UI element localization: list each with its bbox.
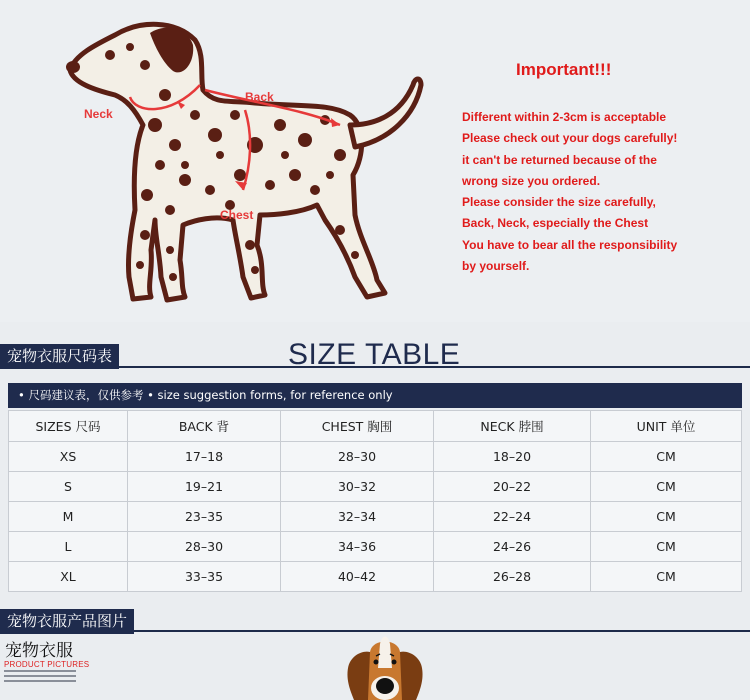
size-section-tab: 宠物衣服尺码表 <box>0 344 119 369</box>
cell-size: XS <box>9 442 128 472</box>
product-title-en: PRODUCT PICTURES <box>4 660 90 669</box>
table-row <box>9 472 742 502</box>
notice-line: Back, Neck, especially the Chest <box>462 216 649 231</box>
cell-neck: 18–20 <box>434 442 591 472</box>
cell-chest: 32–34 <box>281 502 434 532</box>
cell-unit: CM <box>591 562 742 592</box>
cell-back: 23–35 <box>128 502 281 532</box>
notice-line: Please check out your dogs carefully! <box>462 131 678 146</box>
table-banner: • 尺码建议表，仅供参考 • size suggestion forms, for reference only <box>8 383 742 408</box>
dalmatian-icon <box>66 24 421 300</box>
notice-line: it can't be returned because of the <box>462 152 657 167</box>
neck-label: Neck <box>84 107 113 121</box>
cell-chest: 28–30 <box>281 442 434 472</box>
notice-line: by yourself. <box>462 259 530 274</box>
header-neck: NECK 脖围 <box>434 411 591 442</box>
dog-measurement-diagram <box>55 15 455 315</box>
cell-size: L <box>9 532 128 562</box>
cell-chest: 30–32 <box>281 472 434 502</box>
header-back: BACK 背 <box>128 411 281 442</box>
table-header-row <box>9 411 742 442</box>
notice-line: wrong size you ordered. <box>462 173 601 188</box>
cell-back: 17–18 <box>128 442 281 472</box>
cell-size: S <box>9 472 128 502</box>
notice-title: Important!!! <box>516 60 612 79</box>
header-chest: CHEST 胸围 <box>281 411 434 442</box>
cell-chest: 34–36 <box>281 532 434 562</box>
cartoon-dog-icon <box>340 628 430 700</box>
cell-neck: 24–26 <box>434 532 591 562</box>
cell-neck: 20–22 <box>434 472 591 502</box>
header-unit: UNIT 单位 <box>591 411 742 442</box>
cell-back: 28–30 <box>128 532 281 562</box>
product-section-tab: 宠物衣服产品图片 <box>0 609 134 634</box>
table-row <box>9 562 742 592</box>
cell-unit: CM <box>591 532 742 562</box>
size-table <box>8 410 742 592</box>
cell-neck: 22–24 <box>434 502 591 532</box>
back-label: Back <box>245 90 274 104</box>
header-sizes: SIZES 尺码 <box>9 411 128 442</box>
cell-unit: CM <box>591 502 742 532</box>
cell-neck: 26–28 <box>434 562 591 592</box>
notice-line: Different within 2-3cm is acceptable <box>462 110 667 124</box>
cell-back: 19–21 <box>128 472 281 502</box>
cell-unit: CM <box>591 442 742 472</box>
cell-back: 33–35 <box>128 562 281 592</box>
fineprint-decoration <box>4 670 76 690</box>
size-table-title: SIZE TABLE <box>288 338 461 371</box>
important-notice <box>462 60 750 277</box>
cell-unit: CM <box>591 472 742 502</box>
table-row <box>9 502 742 532</box>
cell-chest: 40–42 <box>281 562 434 592</box>
chest-label: Chest <box>220 208 254 222</box>
table-row <box>9 532 742 562</box>
size-table-container <box>8 383 742 592</box>
product-title-cn: 宠物衣服 <box>5 641 73 661</box>
cell-size: M <box>9 502 128 532</box>
table-row <box>9 442 742 472</box>
notice-line: You have to bear all the responsibility <box>462 237 678 252</box>
notice-line: Please consider the size carefully, <box>462 195 656 210</box>
cell-size: XL <box>9 562 128 592</box>
